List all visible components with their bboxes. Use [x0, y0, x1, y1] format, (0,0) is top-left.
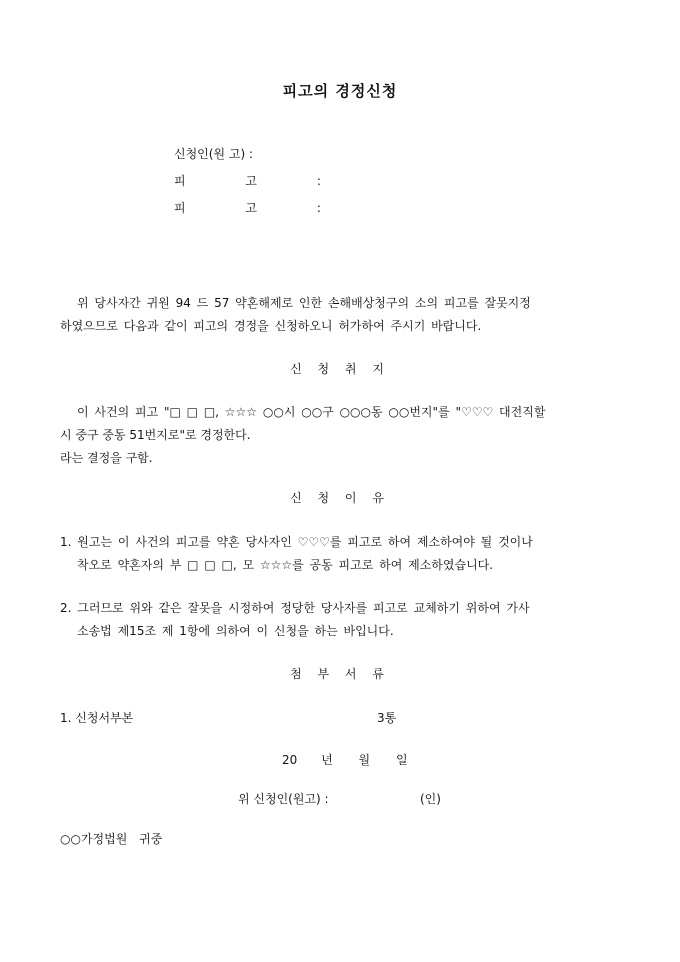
reason-item-2-line-1: 2. 그러므로 위와 같은 잘못을 시정하여 정당한 당사자를 피고로 교체하기 위하여 가사	[60, 601, 530, 615]
date-line	[282, 753, 408, 767]
defendant1-label: 피 고 :	[174, 174, 321, 188]
date-year: 년	[321, 753, 333, 767]
applicant-label: 신청인(원 고) :	[174, 147, 253, 161]
purpose-line-1: 이 사건의 피고 "□ □ □, ☆☆☆ ○○시 ○○구 ○○○동 ○○번지"를 "♡♡♡ 대전직할	[77, 405, 546, 419]
purpose-heading: 신 청 취 지	[290, 362, 390, 376]
defendant2-label: 피 고 :	[174, 201, 321, 215]
document-title: 피고의 경정신청	[282, 82, 398, 100]
intro-line-1: 위 당사자간 귀원 94 드 57 약혼해제로 인한 손해배상청구의 소의 피고를 잘못지정	[77, 296, 531, 310]
signature-seal: (인)	[420, 792, 441, 806]
reason-item-2-line-2: 소송법 제15조 제 1항에 의하여 이 신청을 하는 바입니다.	[77, 624, 394, 638]
attachment-item-label: 1. 신청서부본	[60, 711, 134, 725]
date-day: 일	[395, 753, 408, 767]
reason-heading: 신 청 이 유	[290, 491, 390, 505]
purpose-line-2: 시 중구 중동 51번지로"로 경정한다.	[60, 428, 251, 442]
reason-item-1-line-1: 1. 원고는 이 사건의 피고를 약혼 당사자인 ♡♡♡를 피고로 하여 제소하여야 될 것이나	[60, 535, 533, 549]
date-year-prefix: 20	[282, 753, 298, 767]
intro-line-2: 하였으므로 다음과 같이 피고의 경정을 신청하오니 허가하여 주시기 바랍니다.	[60, 319, 482, 333]
attachments-heading: 첨 부 서 류	[290, 667, 390, 681]
date-month: 월	[358, 753, 371, 767]
attachment-item-count: 3통	[377, 711, 397, 725]
reason-item-1-line-2: 착오로 약혼자의 부 □ □ □, 모 ☆☆☆를 공동 피고로 하여 제소하였습니다.	[77, 558, 494, 572]
purpose-line-3: 라는 결정을 구함.	[60, 451, 153, 465]
court-addressee: ○○가정법원 귀중	[60, 832, 163, 846]
signature-label: 위 신청인(원고) :	[238, 792, 329, 806]
